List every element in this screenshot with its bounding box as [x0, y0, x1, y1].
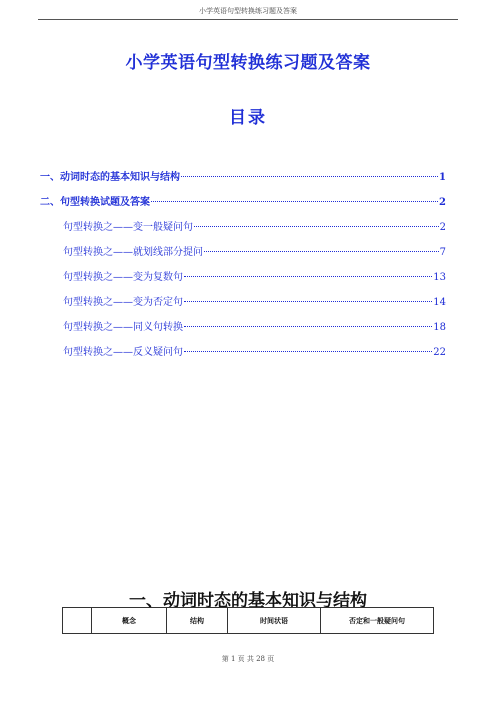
toc-leader — [184, 301, 432, 302]
toc-entry-text: 句型转换之——反义疑问句 — [63, 347, 183, 358]
toc-entry[interactable] — [40, 168, 446, 193]
table-header-cell: 时间状语 — [228, 608, 321, 634]
tense-table-header — [62, 607, 434, 634]
toc-leader — [181, 176, 438, 177]
table-header-row — [63, 608, 434, 634]
toc-leader — [184, 276, 432, 277]
toc-entry-page: 13 — [433, 272, 446, 283]
toc-entry-text: 句型转换之——就划线部分提问 — [63, 247, 203, 258]
toc-entry-page: 7 — [439, 247, 446, 258]
toc-entry[interactable] — [40, 318, 446, 343]
toc-entry-text: 句型转换之——变一般疑问句 — [63, 222, 193, 233]
toc-leader — [151, 201, 438, 202]
toc-entry-text: 句型转换之——同义句转换 — [63, 322, 183, 333]
table-header-cell: 否定和一般疑问句 — [321, 608, 434, 634]
running-header: 小学英语句型转换练习题及答案 — [199, 7, 297, 15]
toc-entry[interactable] — [40, 243, 446, 268]
toc-entry-page: 18 — [433, 322, 446, 333]
toc-entry-page: 22 — [433, 347, 446, 358]
toc-entry[interactable] — [40, 293, 446, 318]
section-title: 一、动词时态的基本知识与结构 — [129, 591, 367, 611]
toc-entry[interactable] — [40, 343, 446, 368]
toc-entry-text: 二、句型转换试题及答案 — [40, 197, 150, 208]
toc-entry-page: 1 — [439, 172, 446, 183]
page-footer: 第 1 页 共 28 页 — [221, 655, 275, 663]
toc-entry-page: 2 — [439, 222, 446, 233]
table-of-contents — [40, 168, 446, 368]
table-header-cell — [63, 608, 92, 634]
toc-entry-page: 2 — [439, 197, 446, 208]
table-header-cell: 概念 — [92, 608, 167, 634]
toc-entry-page: 14 — [433, 297, 446, 308]
table-header-cell: 结构 — [167, 608, 228, 634]
toc-leader — [184, 351, 432, 352]
document-title: 小学英语句型转换练习题及答案 — [125, 53, 371, 73]
toc-leader — [194, 226, 439, 227]
toc-heading: 目录 — [229, 108, 267, 128]
toc-entry-text: 句型转换之——变为否定句 — [63, 297, 183, 308]
header-rule — [38, 19, 458, 20]
toc-entry[interactable] — [40, 268, 446, 293]
toc-entry-text: 句型转换之——变为复数句 — [63, 272, 183, 283]
toc-entry[interactable] — [40, 218, 446, 243]
toc-entry-text: 一、动词时态的基本知识与结构 — [40, 172, 180, 183]
toc-entry[interactable] — [40, 193, 446, 218]
toc-leader — [184, 326, 432, 327]
toc-leader — [204, 251, 439, 252]
